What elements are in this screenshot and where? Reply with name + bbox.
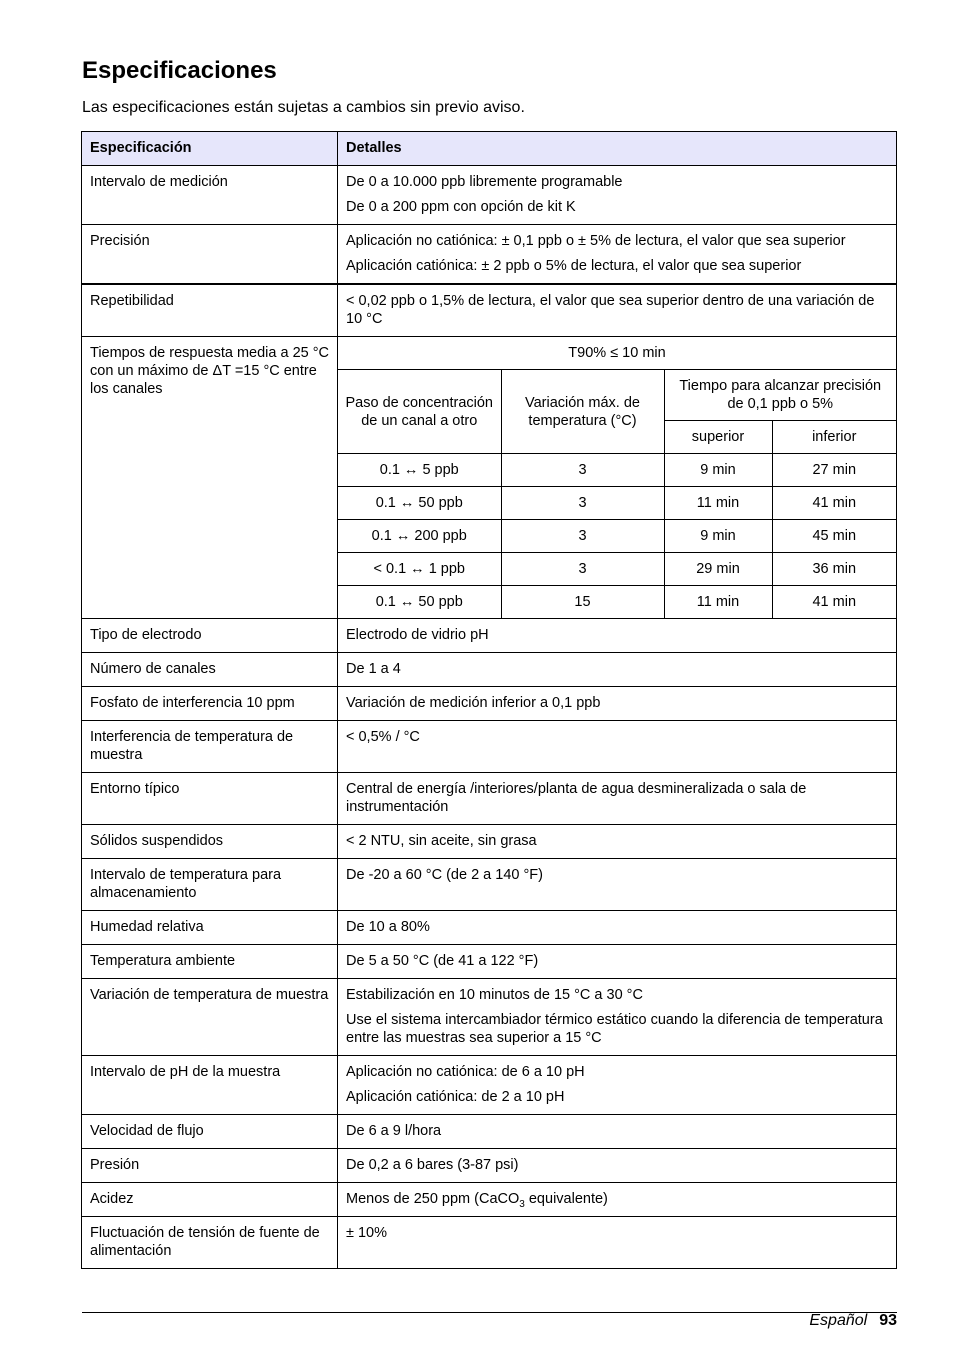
footer-language: Español bbox=[809, 1312, 868, 1329]
response-row bbox=[338, 520, 896, 553]
table-row bbox=[82, 979, 897, 1056]
details-line: De 0 a 200 ppm con opción de kit K bbox=[346, 199, 576, 215]
table-row bbox=[82, 911, 897, 945]
step-cell: 0.1 ↔ 5 ppb bbox=[338, 454, 501, 487]
response-time-details bbox=[338, 337, 897, 619]
table-row bbox=[82, 721, 897, 773]
table-row bbox=[82, 687, 897, 721]
spec-cell: Acidez bbox=[82, 1183, 338, 1217]
details-line: Use el sistema intercambiador térmico estático cuando la diferencia de temperatura entre las muestras sea superior a 15 °C bbox=[346, 1012, 883, 1046]
details-cell bbox=[338, 1183, 897, 1217]
inferior-cell: 36 min bbox=[772, 553, 896, 586]
table-row bbox=[82, 1217, 897, 1269]
response-row bbox=[338, 454, 896, 487]
spec-cell: Interferencia de temperatura de muestra bbox=[82, 721, 338, 773]
inferior-cell: 45 min bbox=[772, 520, 896, 553]
remaining-rows bbox=[82, 619, 897, 1269]
inferior-cell: 41 min bbox=[772, 586, 896, 619]
superior-cell: 11 min bbox=[664, 586, 772, 619]
spec-cell: Tipo de electrodo bbox=[82, 619, 338, 653]
spec-cell: Intervalo de temperatura para almacenamiento bbox=[82, 859, 338, 911]
header-specification: Especificación bbox=[82, 132, 338, 166]
details-line: De -20 a 60 °C (de 2 a 140 °F) bbox=[346, 867, 543, 883]
details-text: equivalente) bbox=[524, 1191, 608, 1207]
table-row bbox=[82, 773, 897, 825]
response-row bbox=[338, 553, 896, 586]
details-cell bbox=[338, 945, 897, 979]
step-cell: 0.1 ↔ 200 ppb bbox=[338, 520, 501, 553]
col-header-inferior: inferior bbox=[772, 421, 896, 454]
inferior-cell: 41 min bbox=[772, 487, 896, 520]
details-line: De 1 a 4 bbox=[346, 661, 401, 677]
page-footer bbox=[809, 1312, 897, 1330]
details-line: Aplicación catiónica: de 2 a 10 pH bbox=[346, 1089, 565, 1105]
spec-cell: Intervalo de medición bbox=[82, 166, 338, 225]
page-number: 93 bbox=[879, 1312, 897, 1329]
superior-cell: 29 min bbox=[664, 553, 772, 586]
details-cell bbox=[338, 284, 897, 337]
subscript: 3 bbox=[519, 1198, 525, 1210]
details-cell bbox=[338, 773, 897, 825]
spec-cell: Variación de temperatura de muestra bbox=[82, 979, 338, 1056]
details-line: < 2 NTU, sin aceite, sin grasa bbox=[346, 833, 537, 849]
specifications-table bbox=[81, 131, 897, 1269]
details-line: De 0,2 a 6 bares (3-87 psi) bbox=[346, 1157, 519, 1173]
details-line: Aplicación no catiónica: ± 0,1 ppb o ± 5% de lectura, el valor que sea superior bbox=[346, 233, 846, 249]
response-time-table bbox=[338, 337, 896, 618]
details-cell bbox=[338, 1149, 897, 1183]
step-cell: < 0.1 ↔ 1 ppb bbox=[338, 553, 501, 586]
spec-cell: Temperatura ambiente bbox=[82, 945, 338, 979]
spec-cell: Tiempos de respuesta media a 25 °C con un máximo de ΔT =15 °C entre los canales bbox=[82, 337, 338, 619]
variation-cell: 3 bbox=[501, 520, 664, 553]
variation-cell: 3 bbox=[501, 487, 664, 520]
superior-cell: 9 min bbox=[664, 520, 772, 553]
details-cell bbox=[338, 825, 897, 859]
spec-cell: Fluctuación de tensión de fuente de alimentación bbox=[82, 1217, 338, 1269]
variation-cell: 15 bbox=[501, 586, 664, 619]
col-header-superior: superior bbox=[664, 421, 772, 454]
response-row bbox=[338, 586, 896, 619]
details-line: Aplicación catiónica: ± 2 ppb o 5% de lectura, el valor que sea superior bbox=[346, 258, 802, 274]
table-row bbox=[82, 284, 897, 337]
spec-cell: Intervalo de pH de la muestra bbox=[82, 1056, 338, 1115]
details-line bbox=[346, 1190, 889, 1208]
step-cell: 0.1 ↔ 50 ppb bbox=[338, 487, 501, 520]
superior-cell: 9 min bbox=[664, 454, 772, 487]
table-row bbox=[82, 225, 897, 285]
table-row bbox=[82, 1183, 897, 1217]
t90-cell: T90% ≤ 10 min bbox=[338, 337, 896, 370]
spec-cell: Fosfato de interferencia 10 ppm bbox=[82, 687, 338, 721]
details-cell bbox=[338, 166, 897, 225]
table-row bbox=[82, 1149, 897, 1183]
details-cell bbox=[338, 1217, 897, 1269]
details-cell bbox=[338, 687, 897, 721]
details-line: ± 10% bbox=[346, 1225, 388, 1241]
spec-cell: Humedad relativa bbox=[82, 911, 338, 945]
spec-cell: Velocidad de flujo bbox=[82, 1115, 338, 1149]
details-cell bbox=[338, 979, 897, 1056]
details-cell bbox=[338, 619, 897, 653]
details-line: De 10 a 80% bbox=[346, 919, 430, 935]
details-cell bbox=[338, 721, 897, 773]
details-line: < 0,02 ppb o 1,5% de lectura, el valor que sea superior dentro de una variación de 10 °C bbox=[346, 293, 875, 327]
col-header-variation: Variación máx. de temperatura (°C) bbox=[501, 370, 664, 454]
table-row bbox=[82, 945, 897, 979]
header-details: Detalles bbox=[338, 132, 897, 166]
page-title: Especificaciones bbox=[82, 57, 277, 84]
table-row bbox=[82, 859, 897, 911]
details-cell bbox=[338, 911, 897, 945]
intro-text: Las especificaciones están sujetas a cambios sin previo aviso. bbox=[82, 99, 525, 116]
details-line: Variación de medición inferior a 0,1 ppb bbox=[346, 695, 601, 711]
response-time-row bbox=[82, 337, 897, 619]
table-row bbox=[82, 653, 897, 687]
col-header-step: Paso de concentración de un canal a otro bbox=[338, 370, 501, 454]
details-cell bbox=[338, 225, 897, 285]
details-cell bbox=[338, 859, 897, 911]
table-header-row bbox=[82, 132, 897, 166]
details-line: De 6 a 9 l/hora bbox=[346, 1123, 442, 1139]
table-row bbox=[82, 619, 897, 653]
spec-cell: Presión bbox=[82, 1149, 338, 1183]
details-text: Menos de 250 ppm (CaCO bbox=[346, 1191, 520, 1207]
variation-cell: 3 bbox=[501, 454, 664, 487]
details-cell bbox=[338, 653, 897, 687]
superior-cell: 11 min bbox=[664, 487, 772, 520]
details-line: Aplicación no catiónica: de 6 a 10 pH bbox=[346, 1064, 585, 1080]
details-line: De 0 a 10.000 ppb libremente programable bbox=[346, 174, 623, 190]
table-row bbox=[82, 1056, 897, 1115]
details-line: < 0,5% / °C bbox=[346, 729, 420, 745]
inferior-cell: 27 min bbox=[772, 454, 896, 487]
spec-cell: Sólidos suspendidos bbox=[82, 825, 338, 859]
col-header-time: Tiempo para alcanzar precisión de 0,1 ppb o 5% bbox=[664, 370, 896, 421]
step-cell: 0.1 ↔ 50 ppb bbox=[338, 586, 501, 619]
variation-cell: 3 bbox=[501, 553, 664, 586]
response-row bbox=[338, 487, 896, 520]
spec-cell: Entorno típico bbox=[82, 773, 338, 825]
details-cell bbox=[338, 1115, 897, 1149]
table-row bbox=[82, 166, 897, 225]
spec-cell: Número de canales bbox=[82, 653, 338, 687]
details-cell bbox=[338, 1056, 897, 1115]
table-row bbox=[82, 1115, 897, 1149]
spec-cell: Precisión bbox=[82, 225, 338, 285]
details-line: De 5 a 50 °C (de 41 a 122 °F) bbox=[346, 953, 539, 969]
table-row bbox=[82, 825, 897, 859]
details-line: Central de energía /interiores/planta de agua desmineralizada o sala de instrumentación bbox=[346, 781, 807, 815]
spec-cell: Repetibilidad bbox=[82, 284, 338, 337]
footer-divider bbox=[82, 1312, 897, 1313]
details-line: Estabilización en 10 minutos de 15 °C a 30 °C bbox=[346, 987, 643, 1003]
details-line: Electrodo de vidrio pH bbox=[346, 627, 489, 643]
